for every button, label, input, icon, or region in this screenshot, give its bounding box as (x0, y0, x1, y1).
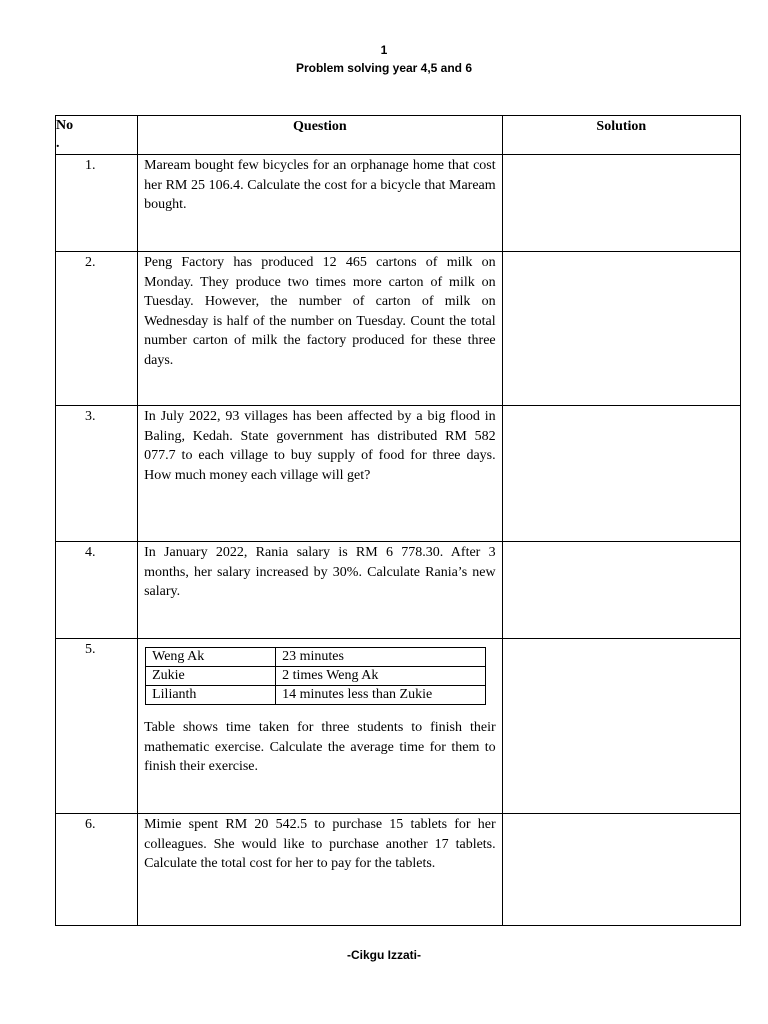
question-text: Maream bought few bicycles for an orphanage home that cost her RM 25 106.4. Calculate the cost for a bicycle that Maream bought. (144, 158, 496, 212)
header-no-label: No . (56, 118, 74, 151)
header-no (56, 116, 138, 155)
solution-cell[interactable] (502, 542, 740, 639)
row-number: 3. (56, 406, 138, 542)
row-number: 2. (56, 252, 138, 406)
header-question: Question (138, 116, 503, 155)
time-table-row (146, 648, 486, 667)
question-cell (138, 406, 503, 542)
document-title: Problem solving year 4,5 and 6 (295, 61, 473, 75)
row-number: 6. (56, 814, 138, 926)
table-row (56, 155, 741, 252)
solution-cell[interactable] (502, 814, 740, 926)
question-text: Table shows time taken for three students to finish their mathematic exercise. Calculate the average time for them to finish their exercise. (144, 720, 496, 774)
header-solution: Solution (502, 116, 740, 155)
page-number: 1 (380, 43, 388, 57)
question-text: Mimie spent RM 20 542.5 to purchase 15 tablets for her colleagues. She would like to purchase another 17 tablets. Calculate the total cost for her to pay for the tablets. (144, 817, 496, 871)
student-name: Zukie (146, 667, 276, 686)
time-table-row (146, 686, 486, 705)
question-cell (138, 155, 503, 252)
footer-author: -Cikgu Izzati- (347, 948, 421, 962)
problems-table (55, 115, 741, 926)
table-row (56, 814, 741, 926)
student-time: 23 minutes (276, 648, 486, 667)
row-number: 1. (56, 155, 138, 252)
table-row (56, 406, 741, 542)
question-text: In July 2022, 93 villages has been affected by a big flood in Baling, Kedah. State government has distributed RM 582 077.7 to each village to buy supply of food for three days. How much money each village will get? (144, 409, 496, 483)
solution-cell[interactable] (502, 639, 740, 814)
student-name: Lilianth (146, 686, 276, 705)
question-text: In January 2022, Rania salary is RM 6 778.30. After 3 months, her salary increased by 30%. Calculate Rania’s new salary. (144, 545, 496, 599)
student-time: 2 times Weng Ak (276, 667, 486, 686)
table-header-row (56, 116, 741, 155)
solution-cell[interactable] (502, 155, 740, 252)
table-row (56, 542, 741, 639)
solution-cell[interactable] (502, 252, 740, 406)
question-text: Peng Factory has produced 12 465 cartons of milk on Monday. They produce two times more carton of milk on Tuesday. However, the number of carton of milk on Wednesday is half of the number on Tuesday. Count the total number carton of milk the factory produced for these three days. (144, 255, 496, 368)
time-table (145, 647, 486, 705)
question-cell (138, 542, 503, 639)
solution-cell[interactable] (502, 406, 740, 542)
question-cell (138, 639, 503, 814)
table-row (56, 252, 741, 406)
question-cell (138, 252, 503, 406)
student-name: Weng Ak (146, 648, 276, 667)
row-number: 4. (56, 542, 138, 639)
student-time: 14 minutes less than Zukie (276, 686, 486, 705)
question-cell (138, 814, 503, 926)
table-row (56, 639, 741, 814)
row-number: 5. (56, 639, 138, 814)
time-table-row (146, 667, 486, 686)
